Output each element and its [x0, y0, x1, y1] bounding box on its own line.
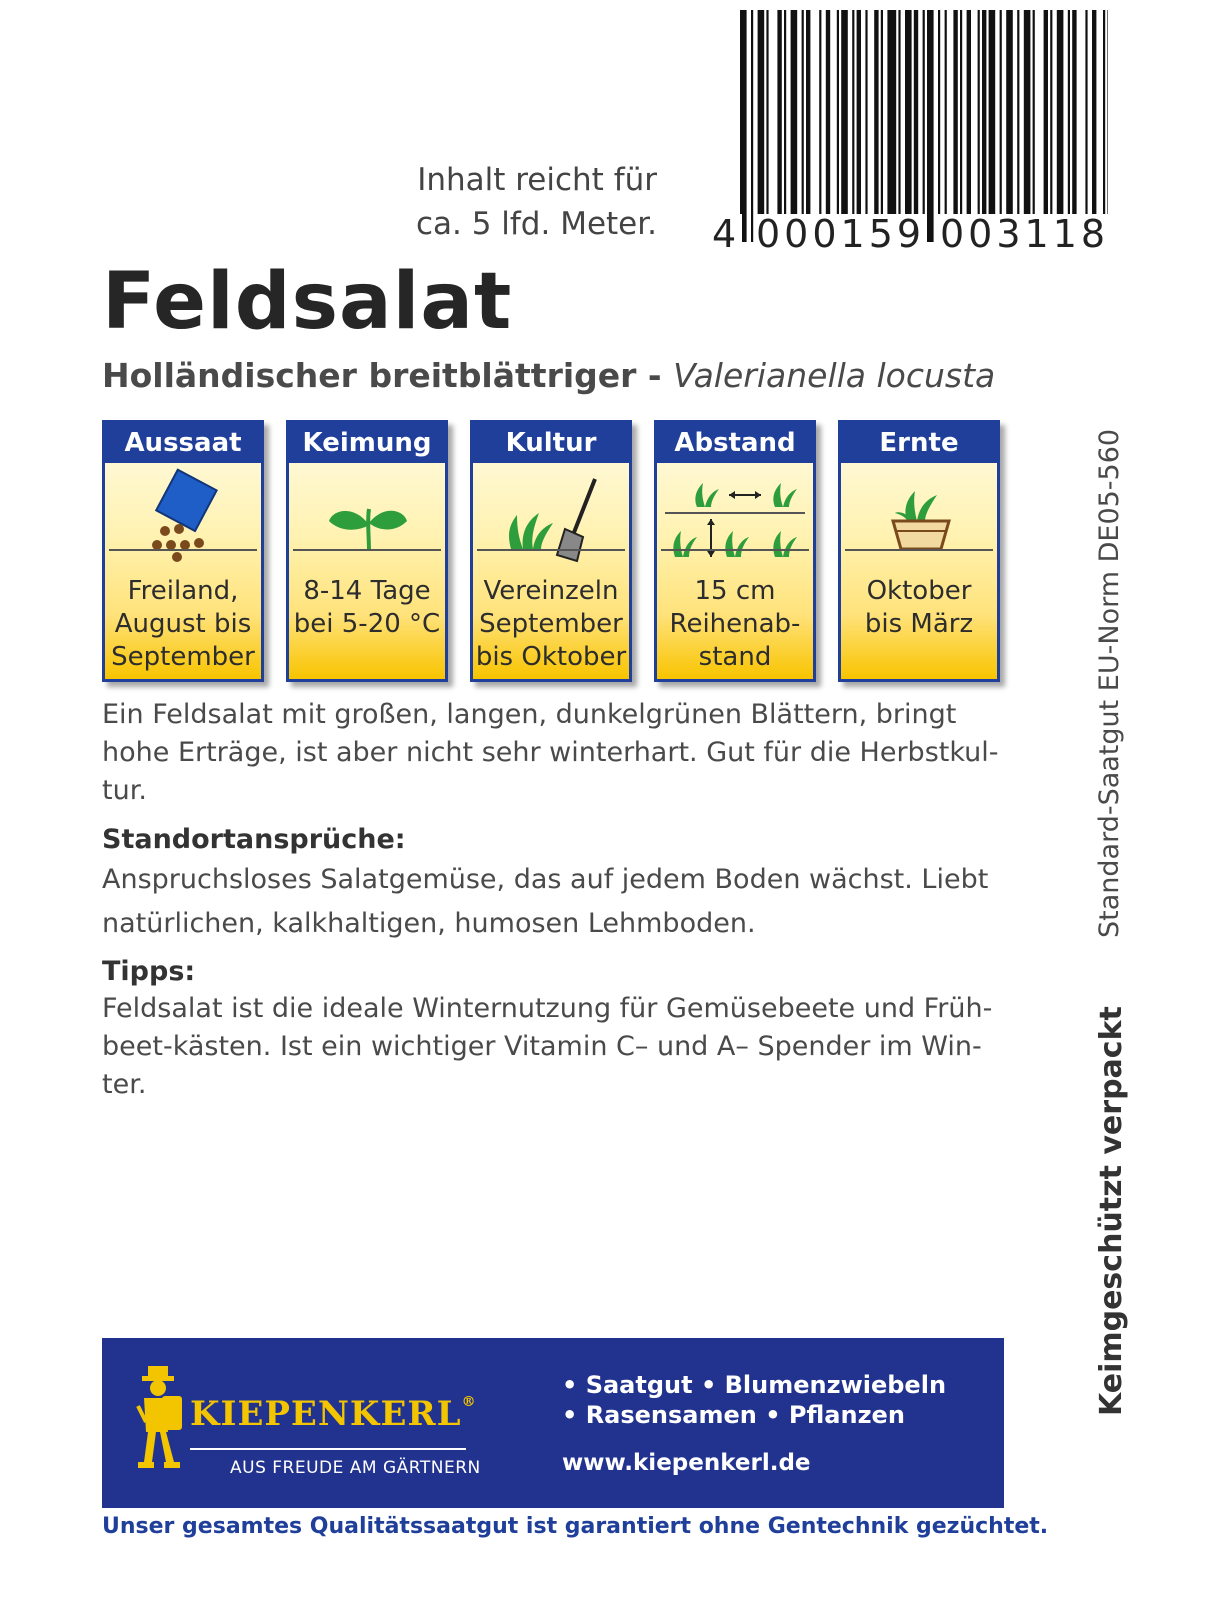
barcode-bar [905, 10, 912, 242]
tile-line-3: September [111, 642, 255, 672]
tile-text [657, 575, 813, 674]
tips-heading: Tipps: [102, 956, 196, 987]
barcode-bar [881, 10, 883, 242]
barcode-digits-right: 003118 [940, 212, 1110, 256]
tile-line-2: Reihenab- [669, 609, 801, 639]
description-line-1: Ein Feldsalat mit großen, langen, dunkelgrünen Blättern, bringt [102, 699, 957, 730]
barcode-bar [841, 10, 848, 242]
barcode-bar [887, 10, 896, 242]
barcode-bar [923, 10, 925, 242]
tips-text [102, 990, 1012, 1104]
product-bullets [562, 1370, 946, 1430]
barcode-bar [837, 10, 839, 242]
variety-name: Holländischer breitblättriger - [102, 356, 662, 395]
soil-line [477, 549, 625, 551]
barcode-bar [1000, 10, 1002, 242]
website-link[interactable]: www.kiepenkerl.de [562, 1450, 811, 1476]
barcode-bar [819, 10, 821, 242]
barcode-bar [982, 10, 986, 242]
barcode-bar [1017, 10, 1019, 242]
barcode-bar [1044, 10, 1048, 242]
barcode-bar [777, 10, 781, 242]
product-title: Feldsalat [102, 257, 513, 347]
tile-line-2: bis März [864, 609, 974, 639]
barcode-bar [865, 10, 867, 242]
barcode-bar [740, 10, 747, 242]
barcode-bar [938, 10, 940, 242]
tile-line-3: stand [698, 642, 772, 672]
tile-text [105, 575, 261, 674]
content-note [416, 158, 657, 246]
barcode-bar [1103, 10, 1105, 242]
barcode-bar [953, 10, 957, 242]
product-subtitle [102, 354, 995, 398]
tile-header: Ernte [841, 423, 997, 463]
tile-line-1: Freiland, [127, 576, 239, 606]
barcode-bar [898, 10, 900, 242]
content-note-line2: ca. 5 lfd. Meter. [415, 206, 657, 242]
barcode-bar [978, 10, 980, 242]
soil-line [109, 549, 257, 551]
description-line-2: hohe Erträge, ist aber nicht sehr winterhart. Gut für die Herbstkul- [102, 737, 999, 768]
barcode-bar [751, 10, 753, 242]
tile-ernte [838, 420, 1000, 682]
bullets-line-1: • Saatgut • Blumenzwiebeln [562, 1371, 947, 1399]
barcode-bar [927, 10, 934, 242]
barcode-bar [766, 10, 768, 242]
barcode-bar [791, 10, 798, 242]
barcode-bar [826, 10, 830, 242]
tile-keimung [286, 420, 448, 682]
registered-mark: ® [461, 1394, 477, 1410]
barcode-bar [1050, 10, 1052, 242]
barcode-bar [852, 10, 854, 242]
standard-seed-note: Standard-Saatgut EU-Norm DE05-560 [1094, 428, 1125, 938]
tile-line-1: 8-14 Tage [303, 576, 431, 606]
tile-text [473, 575, 629, 674]
tile-line-2: September [479, 609, 623, 639]
tile-line-2: August bis [114, 609, 252, 639]
latin-name: Valerianella locusta [673, 356, 996, 395]
barcode-bar [758, 10, 765, 242]
barcode-bar [1092, 10, 1096, 242]
barcode-bar [1057, 10, 1064, 242]
tile-line-2: bei 5-20 °C [293, 609, 441, 639]
soil-line [845, 549, 993, 551]
germ-protected-note: Keimgeschützt verpackt [1094, 1006, 1129, 1416]
barcode-bar [806, 10, 810, 242]
brand-slogan: AUS FREUDE AM GÄRTNERN [230, 1458, 481, 1478]
barcode-bar [857, 10, 861, 242]
tile-line-1: 15 cm [694, 576, 776, 606]
content-note-line1: Inhalt reicht für [417, 162, 657, 198]
tile-abstand [654, 420, 816, 682]
barcode-bar [1033, 10, 1035, 242]
tips-line-1: Feldsalat ist die ideale Winternutzung für Gemüsebeete und Früh- [102, 993, 993, 1024]
tile-aussaat [102, 420, 264, 682]
description [102, 696, 1012, 810]
barcode-bar [1006, 10, 1013, 242]
location-heading: Standortansprüche: [102, 824, 406, 855]
tile-line-1: Vereinzeln [483, 576, 619, 606]
gmo-free-note: Unser gesamtes Qualitätssaatgut ist garantiert ohne Gentechnik gezüchtet. [102, 1514, 1049, 1539]
tile-header: Keimung [289, 423, 445, 463]
barcode-bar [960, 10, 962, 242]
location-text [102, 858, 1012, 946]
tips-line-3: ter. [102, 1069, 147, 1100]
barcode-bar [802, 10, 804, 242]
barcode-bar [784, 10, 786, 242]
tile-text [841, 575, 997, 641]
barcode-bar [1068, 10, 1070, 242]
barcode-digits-left: 000159 [756, 212, 926, 256]
tile-header: Aussaat [105, 423, 261, 463]
tile-header: Abstand [657, 423, 813, 463]
kiepenkerl-mascot-icon [132, 1366, 188, 1470]
barcode-bar [1024, 10, 1031, 242]
barcode-digit-first: 4 [712, 212, 741, 256]
bullets-line-2: • Rasensamen • Pflanzen [562, 1401, 905, 1429]
barcode-bar [914, 10, 918, 242]
barcode-bar [1072, 10, 1076, 242]
brand-divider [190, 1448, 466, 1450]
brand-name: KIEPENKERL [190, 1394, 462, 1434]
tile-line-3: bis Oktober [475, 642, 627, 672]
tile-text [289, 575, 445, 641]
soil-line [293, 549, 441, 551]
barcode-bar [945, 10, 947, 242]
brand-logo [190, 1394, 477, 1434]
barcode-bar [1085, 10, 1087, 242]
location-line-2: natürlichen, kalkhaltigen, humosen Lehmboden. [102, 908, 756, 939]
tile-kultur [470, 420, 632, 682]
tips-line-2: beet-kästen. Ist ein wichtiger Vitamin C– und A– Spender im Win- [102, 1031, 982, 1062]
soil-line [661, 549, 809, 551]
barcode-bar [989, 10, 996, 242]
barcode [740, 10, 1108, 242]
tile-line-1: Oktober [866, 576, 972, 606]
barcode-bar [874, 10, 878, 242]
barcode-bar [967, 10, 971, 242]
brand-banner [102, 1338, 1004, 1508]
tile-header: Kultur [473, 423, 629, 463]
barcode-bar [1107, 10, 1108, 242]
description-line-3: tur. [102, 775, 147, 806]
location-line-1: Anspruchsloses Salatgemüse, das auf jedem Boden wächst. Liebt [102, 864, 989, 895]
